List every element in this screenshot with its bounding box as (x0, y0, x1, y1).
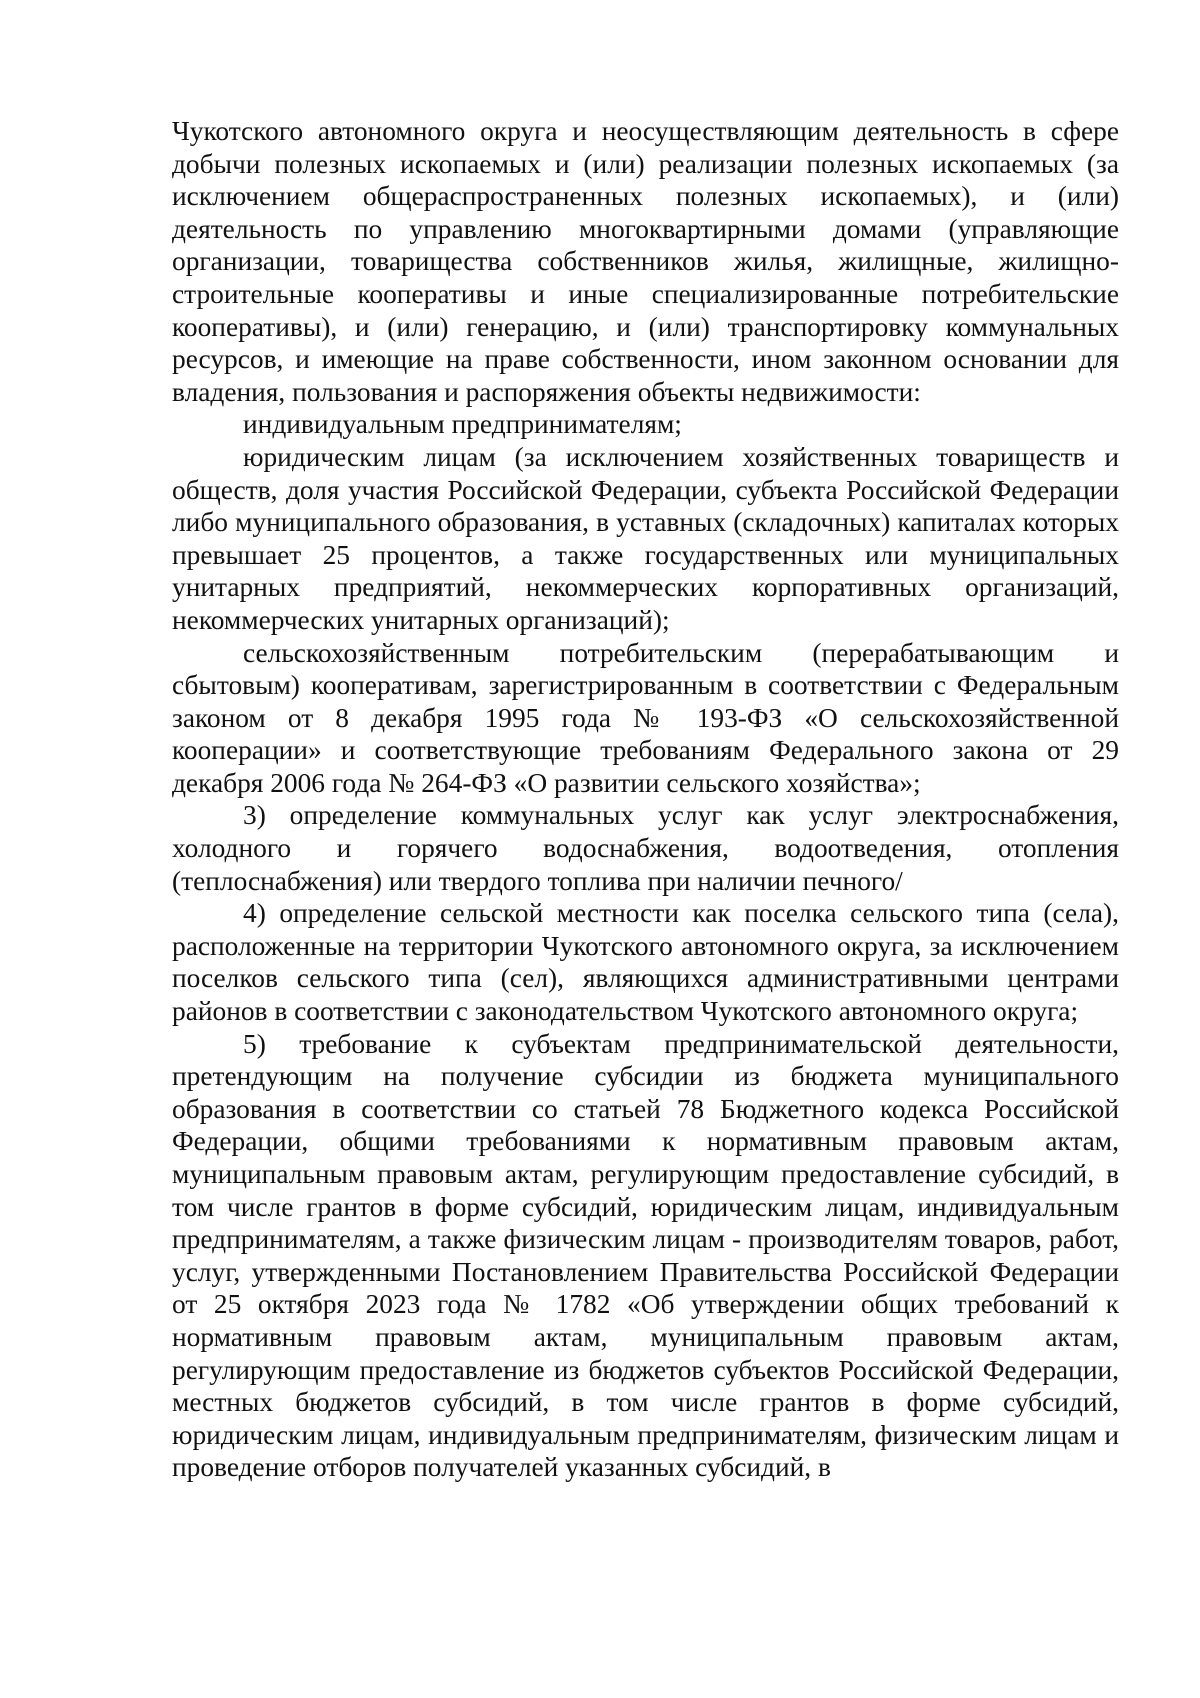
paragraph-agricultural-cooperatives: сельскохозяйственным потребительским (перерабатывающим и сбытовым) кооперативам, зарегистрированным в соответствии с Федеральным законом от 8 декабря 1995 года № 193-ФЗ «О сельскохозяйственной кооперации» и соответствующие требованиям Федерального закона от 29 декабря 2006 года № 264-ФЗ «О развитии сельского хозяйства»; (172, 637, 1119, 798)
paragraph-legal-entities: юридическим лицам (за исключением хозяйственных товариществ и обществ, доля участия Российской Федерации, субъекта Российской Федерации либо муниципального образования, в уставных (складочных) капиталах которых превышает 25 процентов, а также государственных или муниципальных унитарных предприятий, некоммерческих корпоративных организаций, некоммерческих унитарных организаций); (172, 441, 1119, 635)
paragraph-item-5-requirements: 5) требование к субъектам предпринимательской деятельности, претендующим на получение субсидии из бюджета муниципального образования в соответствии со статьей 78 Бюджетного кодекса Российской Федерации, общими требованиями к нормативным правовым актам, муниципальным правовым актам, регулирующим предоставление субсидий, в том числе грантов в форме субсидий, юридическим лицам, индивидуальным предпринимателям, а также физическим лицам - производителям товаров, работ, услуг, утвержденными Постановлением Правительства Российской Федерации от 25 октября 2023 года № 1782 «Об утверждении общих требований к нормативным правовым актам, муниципальным правовым актам, регулирующим предоставление из бюджетов субъектов Российской Федерации, местных бюджетов субсидий, в том числе грантов в форме субсидий, юридическим лицам, индивидуальным предпринимателям, физическим лицам и проведение отборов получателей указанных субсидий, в (172, 1028, 1119, 1483)
paragraph-item-3-utilities: 3) определение коммунальных услуг как услуг электроснабжения, холодного и горячего водоснабжения, водоотведения, отопления (теплоснабжения) или твердого топлива при наличии печного/ (172, 800, 1119, 896)
paragraph-eligibility-intro: Чукотского автономного округа и неосуществляющим деятельность в сфере добычи полезных ископаемых и (или) реализации полезных ископаемых (за исключением общераспространенных полезных ископаемых), и (или) деятельность по управлению многоквартирными домами (управляющие организации, товарищества собственников жилья, жилищные, жилищно-строительные кооперативы и иные специализированные потребительские кооперативы), и (или) генерацию, и (или) транспортировку коммунальных ресурсов, и имеющие на праве собственности, ином законном основании для владения, пользования и распоряжения объекты недвижимости: (172, 116, 1119, 407)
document-body (172, 115, 1119, 1484)
paragraph-individual-entrepreneurs: индивидуальным предпринимателям; (243, 409, 682, 440)
paragraph-item-4-rural-area: 4) определение сельской местности как поселка сельского типа (села), расположенные на территории Чукотского автономного округа, за исключением поселков сельского типа (сел), являющихся административными центрами районов в соответствии с законодательством Чукотского автономного округа; (172, 898, 1119, 1027)
